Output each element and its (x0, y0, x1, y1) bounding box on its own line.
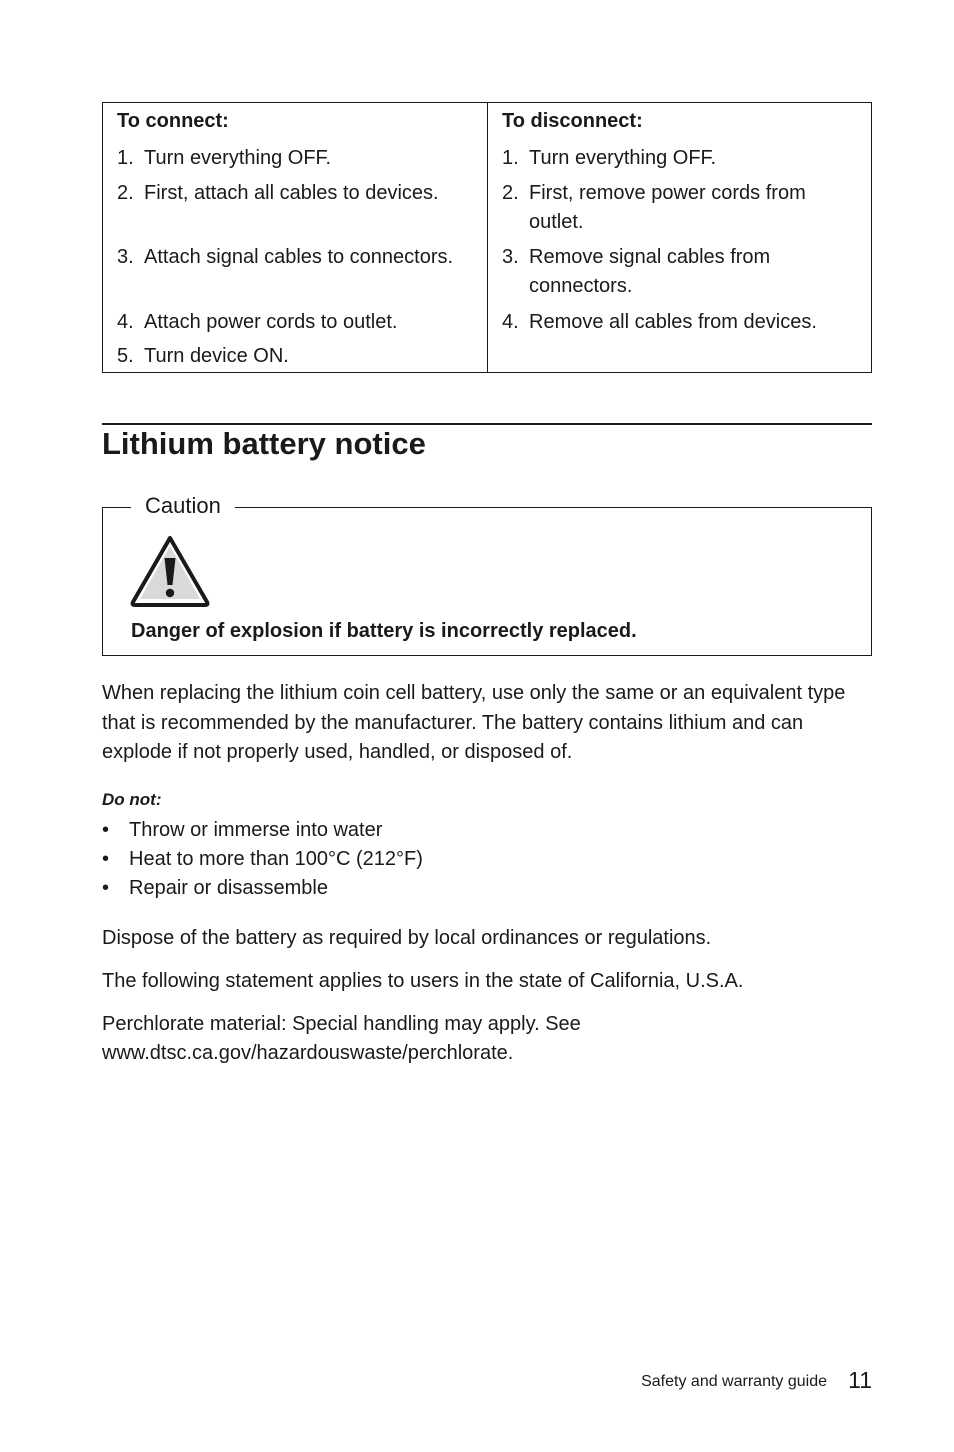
bullet-icon: • (102, 819, 110, 841)
bullet-icon: • (102, 848, 110, 870)
connect-heading: To connect: (117, 110, 229, 132)
step-text: First, remove power cords from outlet. (529, 182, 806, 233)
connect-step (117, 144, 477, 173)
connect-disconnect-table (102, 102, 872, 373)
step-number: 3. (502, 246, 519, 268)
step-text: Remove all cables from devices. (529, 311, 817, 333)
connect-step (117, 342, 477, 371)
list-item-text: Heat to more than 100°C (212°F) (129, 848, 423, 870)
step-number: 2. (502, 182, 519, 204)
step-text: First, attach all cables to devices. (144, 182, 439, 204)
step-number: 1. (502, 147, 519, 169)
disconnect-step (502, 144, 861, 173)
step-text: Turn everything OFF. (529, 147, 717, 169)
step-number: 1. (117, 147, 134, 169)
step-text: Attach power cords to outlet. (144, 311, 398, 333)
footer-label: Safety and warranty guide (641, 1373, 827, 1390)
perchlorate-line-2: www.dtsc.ca.gov/hazardouswaste/perchlorate. (102, 1042, 514, 1064)
step-text: Remove signal cables from connectors. (529, 246, 771, 297)
disconnect-step (502, 308, 861, 337)
list-item-text: Repair or disassemble (129, 877, 328, 899)
step-number: 3. (117, 246, 134, 268)
intro-paragraph: When replacing the lithium coin cell battery, use only the same or an equivalent type that is recommended by the manufacturer. The battery contains lithium and can explode if not properly used, handled, or disposed of. (102, 682, 846, 763)
disconnect-step (502, 243, 861, 301)
do-not-label: Do not: (102, 790, 162, 809)
list-item (102, 845, 423, 874)
document-page (102, 0, 872, 1452)
california-paragraph: The following statement applies to users in the state of California, U.S.A. (102, 970, 744, 992)
step-text: Turn everything OFF. (144, 147, 332, 169)
disconnect-step (502, 179, 861, 237)
section-title: Lithium battery notice (102, 426, 426, 461)
step-text: Turn device ON. (144, 345, 289, 367)
connect-column (103, 103, 488, 372)
step-number: 4. (502, 311, 519, 333)
bullet-icon: • (102, 877, 110, 899)
caution-box (102, 493, 872, 656)
disconnect-column (488, 103, 871, 372)
page-number: 11 (848, 1367, 872, 1393)
perchlorate-line-1: Perchlorate material: Special handling may apply. See (102, 1013, 581, 1035)
list-item (102, 816, 423, 845)
list-item-text: Throw or immerse into water (129, 819, 383, 841)
caution-text: Danger of explosion if battery is incorrectly replaced. (131, 620, 637, 642)
list-item (102, 874, 423, 903)
dispose-paragraph: Dispose of the battery as required by local ordinances or regulations. (102, 927, 712, 949)
warning-triangle-icon (129, 534, 211, 608)
connect-step (117, 308, 477, 337)
step-number: 4. (117, 311, 134, 333)
connect-step (117, 243, 477, 272)
disconnect-heading: To disconnect: (502, 110, 643, 132)
caution-label: Caution (131, 492, 235, 520)
step-number: 5. (117, 345, 134, 367)
step-number: 2. (117, 182, 134, 204)
do-not-list (102, 816, 423, 903)
connect-step (117, 179, 477, 208)
step-text: Attach signal cables to connectors. (144, 246, 454, 268)
